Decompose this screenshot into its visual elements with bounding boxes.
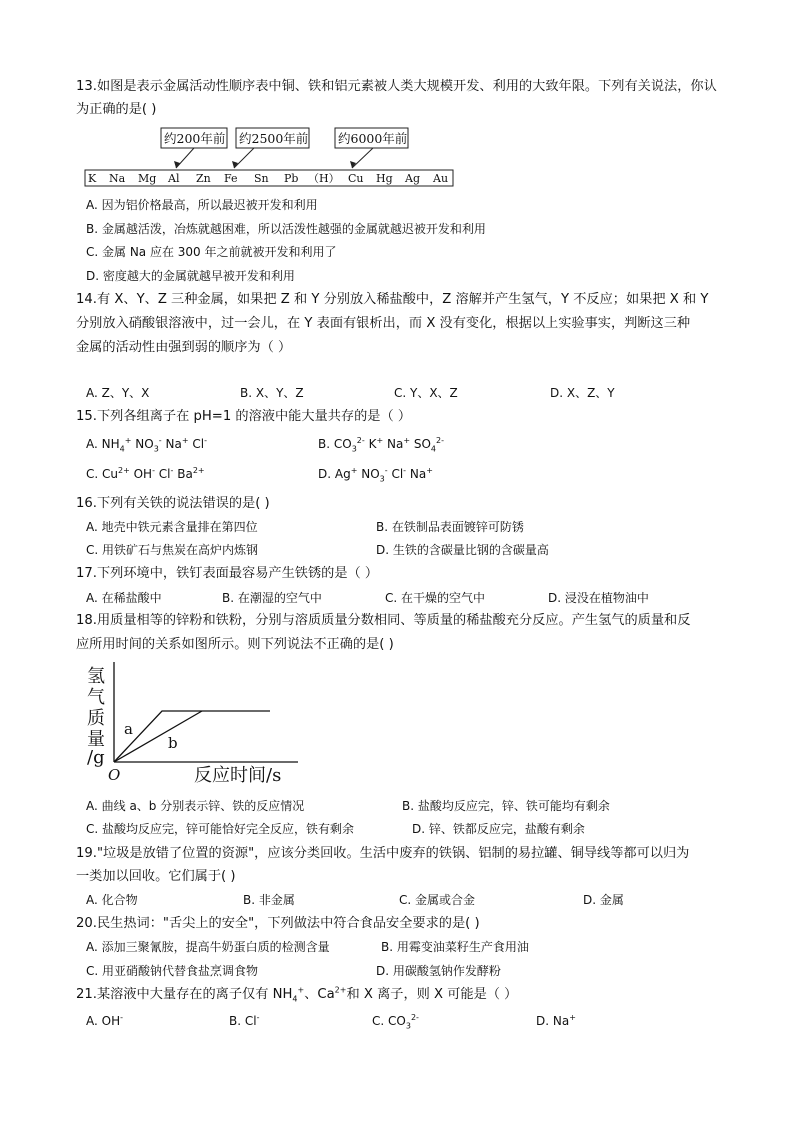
metal: Zn xyxy=(196,172,211,185)
q19-option-b: B. 非金属 xyxy=(243,893,295,907)
q14-stem-line1: 14.有 X、Y、Z 三种金属，如果把 Z 和 Y 分别放入稀盐酸中，Z 溶解并产生氢气，Y 不反应；如果把 X 和 Y xyxy=(76,292,709,307)
metal: Ag xyxy=(405,172,420,185)
q13-stem: 13.如图是表示金属活动性顺序表中铜、铁和铝元素被人类大规模开发、利用的大致年限。下列有关说法，你认为正确的是( ) xyxy=(76,79,717,117)
q16-stem: 16.下列有关铁的说法错误的是( ) xyxy=(76,496,270,511)
q13-option-b: B. 金属越活泼，冶炼就越困难，所以活泼性越强的金属就越迟被开发和利用 xyxy=(86,222,486,236)
q18-stem-line1: 18.用质量相等的锌粉和铁粉，分别与溶质质量分数相同、等质量的稀盐酸充分反应。产生氢气的质量和反 xyxy=(76,613,691,628)
metal: Al xyxy=(168,172,180,185)
q21-option-b: B. Cl- xyxy=(229,1013,260,1028)
metal: Fe xyxy=(224,172,238,185)
q19-stem-line1: 19."垃圾是放错了位置的资源"，应该分类回收。生活中废弃的铁锅、铝制的易拉罐、铜导线等都可以归为 xyxy=(76,846,690,861)
metal: Sn xyxy=(254,172,269,185)
q21-stem: 21.某溶液中大量存在的离子仅有 $NH_4^+$、$Ca^{2+}$和 X 离子，则 X 可能是（ ） xyxy=(76,985,518,1004)
q18-option-d: D. 锌、铁都反应完，盐酸有剩余 xyxy=(412,822,585,836)
q14-option-a: A. Z、Y、X xyxy=(86,386,150,400)
q21-option-a: A. OH- xyxy=(86,1013,123,1028)
q18-hydrogen-graph xyxy=(84,658,306,788)
q19-option-d: D. 金属 xyxy=(583,893,624,907)
curve-a xyxy=(114,711,270,762)
metal: Cu xyxy=(348,172,364,185)
q19-option-c: C. 金属或合金 xyxy=(399,893,476,907)
q20-option-c: C. 用亚硝酸钠代替食盐烹调食物 xyxy=(86,964,259,978)
q16-option-b: B. 在铁制品表面镀锌可防锈 xyxy=(376,520,524,534)
q20-option-a: A. 添加三聚氰胺，提高牛奶蛋白质的检测含量 xyxy=(86,940,330,954)
q20-stem: 20.民生热词："舌尖上的安全"，下列做法中符合食品安全要求的是( ) xyxy=(76,916,480,931)
q15-option-a: A. $NH_4^+$ $NO_3^-$ Na+ Cl- xyxy=(86,436,207,454)
q14-option-d: D. X、Z、Y xyxy=(550,386,615,400)
q15-stem: 15.下列各组离子在 pH=1 的溶液中能大量共存的是（ ） xyxy=(76,409,412,424)
q14-option-c: C. Y、X、Z xyxy=(394,386,458,400)
ylabel-char: 气 xyxy=(87,687,105,708)
q13-option-a: A. 因为铝价格最高，所以最迟被开发和利用 xyxy=(86,198,318,212)
ylabel-char: 氢 xyxy=(87,666,105,687)
q20-option-d: D. 用碳酸氢钠作发酵粉 xyxy=(376,964,501,978)
q17-option-d: D. 浸没在植物油中 xyxy=(548,591,649,605)
label-6000: 约6000年前 xyxy=(338,131,408,146)
metal: （H） xyxy=(308,172,340,185)
label-2500: 约2500年前 xyxy=(239,131,309,146)
q16-option-c: C. 用铁矿石与焦炭在高炉内炼钢 xyxy=(86,543,259,557)
q16-option-d: D. 生铁的含碳量比钢的含碳量高 xyxy=(376,543,549,557)
origin-label: O xyxy=(108,766,121,784)
metal: Pb xyxy=(284,172,299,185)
q14-option-b: B. X、Y、Z xyxy=(240,386,304,400)
q16-option-a: A. 地壳中铁元素含量排在第四位 xyxy=(86,520,258,534)
q15-option-b: B. $CO_3^{2-}$ K+ Na+ $SO_4^{2-}$ xyxy=(318,436,444,454)
q19-option-a: A. 化合物 xyxy=(86,893,138,907)
q20-option-b: B. 用霉变油菜籽生产食用油 xyxy=(381,940,529,954)
label-200: 约200年前 xyxy=(164,131,226,146)
ylabel-char: 质 xyxy=(87,708,105,729)
curve-a-label: a xyxy=(124,720,133,738)
q15-option-c: C. $Cu^{2+}$ OH- Cl- $Ba^{2+}$ xyxy=(86,466,205,481)
q13-option-d: D. 密度越大的金属就越早被开发和利用 xyxy=(86,269,295,283)
q17-option-b: B. 在潮湿的空气中 xyxy=(222,591,322,605)
q18-option-b: B. 盐酸均反应完，锌、铁可能均有剩余 xyxy=(402,799,610,813)
metal: Na xyxy=(109,172,126,185)
ylabel-char: 量 xyxy=(87,729,105,750)
q21-option-d: D. Na+ xyxy=(536,1013,576,1028)
q17-stem: 17.下列环境中，铁钉表面最容易产生铁锈的是（ ） xyxy=(76,566,379,581)
q18-option-a: A. 曲线 a、b 分别表示锌、铁的反应情况 xyxy=(86,799,305,813)
q14-stem-line3: 金属的活动性由强到弱的顺序为（ ） xyxy=(76,340,292,355)
metal: Hg xyxy=(376,172,393,185)
q14-stem-line2: 分别放入硝酸银溶液中，过一会儿，在 Y 表面有银析出，而 X 没有变化，根据以上实验事实，判断这三种 xyxy=(76,316,691,331)
q18-stem-line2: 应所用时间的关系如图所示。则下列说法不正确的是( ) xyxy=(76,637,394,652)
metal: Mg xyxy=(138,172,157,185)
q18-option-c: C. 盐酸均反应完，锌可能恰好完全反应，铁有剩余 xyxy=(86,822,355,836)
curve-b-label: b xyxy=(168,734,178,752)
q15-option-d: D. Ag+ $NO_3^-$ Cl- Na+ xyxy=(318,466,433,484)
q17-option-a: A. 在稀盐酸中 xyxy=(86,591,162,605)
metal: K xyxy=(88,172,97,185)
metal: Au xyxy=(433,172,449,185)
q13-activity-diagram xyxy=(84,124,456,190)
q13-option-c: C. 金属 Na 应在 300 年之前就被开发和利用了 xyxy=(86,245,337,259)
x-axis-label: 反应时间/s xyxy=(194,765,282,786)
q17-option-c: C. 在干燥的空气中 xyxy=(385,591,486,605)
q19-stem-line2: 一类加以回收。它们属于( ) xyxy=(76,869,236,884)
ylabel-char: /g xyxy=(87,747,105,768)
q21-option-c: C. $CO_3^{2-}$ xyxy=(372,1013,419,1031)
